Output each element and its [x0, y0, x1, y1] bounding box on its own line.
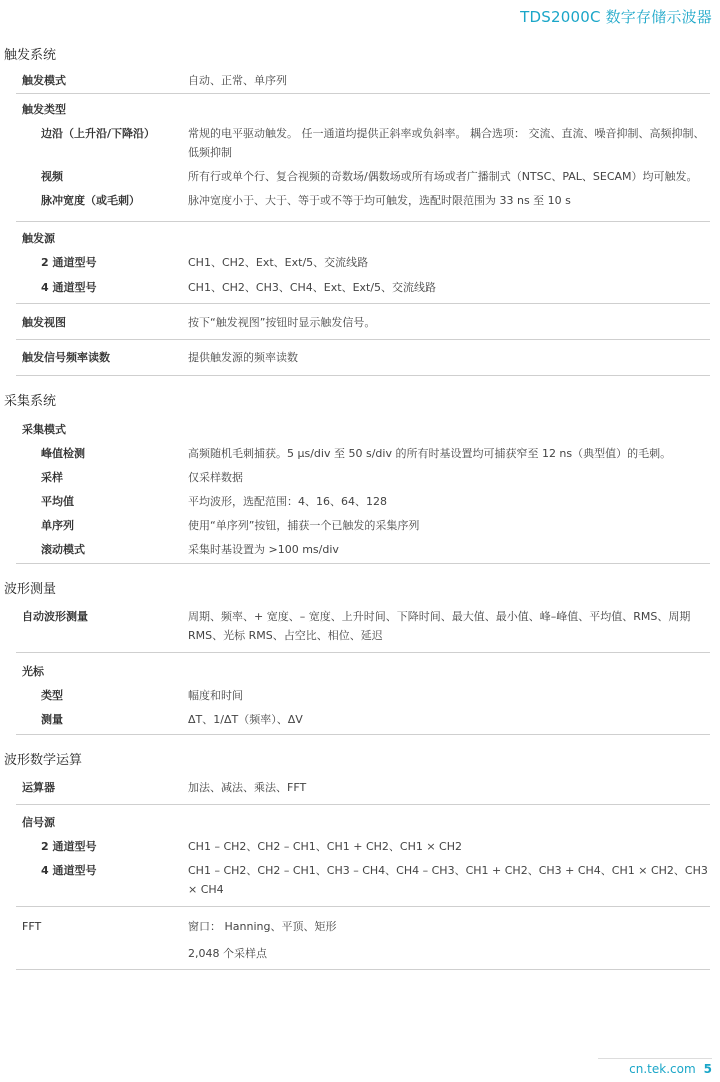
trigger-video-label: 视频 — [41, 170, 63, 183]
measure-cursor-type-row — [16, 686, 710, 705]
footer — [629, 1062, 712, 1076]
acq-peak-label: 峰值检测 — [41, 447, 85, 460]
measure-cursor-meas-row — [16, 710, 710, 729]
measure-cursor-meas-value: ΔT、1/ΔT（频率）、ΔV — [188, 713, 303, 726]
measure-auto-row — [16, 607, 710, 645]
acq-peak-value: 高频随机毛刺捕获。5 µs/div 至 50 s/div 的所有时基设置均可捕获窄至 12 ns（典型值）的毛刺。 — [188, 447, 672, 460]
trigger-pulse-value: 脉冲宽度小于、大于、等于或不等于均可触发，选配时限范围为 33 ns 至 10 s — [188, 194, 571, 207]
math-source-2ch-label: 2 通道型号 — [41, 840, 97, 853]
section-title-trigger: 触发系统 — [4, 48, 57, 63]
math-op-label: 运算器 — [22, 781, 55, 794]
acq-roll-label: 滚动模式 — [41, 543, 85, 556]
math-fft-points-value: 2,048 个采样点 — [188, 947, 267, 960]
section-title-acquisition: 采集系统 — [4, 394, 57, 409]
trigger-video-row — [16, 167, 710, 186]
section-title-measure: 波形测量 — [4, 582, 57, 597]
math-op-row — [16, 778, 710, 797]
trigger-mode-row — [16, 71, 710, 90]
math-source-4ch-value: CH1 – CH2、CH2 – CH1、CH3 – CH4、CH4 – CH3、CH1 + CH2、CH3 + CH4、CH1 × CH2、CH3 × CH4 — [188, 864, 708, 896]
trigger-source-block — [16, 222, 710, 304]
measure-cursor-block — [16, 653, 710, 735]
math-op-value: 加法、减法、乘法、FFT — [188, 781, 307, 794]
footer-site-link[interactable]: cn.tek.com — [629, 1062, 696, 1076]
trigger-edge-label: 边沿（上升沿/下降沿） — [41, 127, 156, 140]
trigger-view-label: 触发视图 — [22, 316, 66, 329]
spec-content — [0, 44, 720, 970]
measure-auto-block — [16, 602, 710, 653]
trigger-view-value: 按下“触发视图”按钮时显示触发信号。 — [188, 316, 376, 329]
acq-roll-value: 采集时基设置为 >100 ms/div — [188, 543, 339, 556]
trigger-source-label: 触发源 — [22, 232, 55, 245]
math-source-4ch-label: 4 通道型号 — [41, 864, 97, 877]
acq-sample-value: 仅采样数据 — [188, 471, 243, 484]
acq-modes-block — [16, 414, 710, 564]
acq-roll-row — [16, 540, 710, 559]
math-fft-points-row — [16, 944, 710, 963]
section-title-math: 波形数学运算 — [4, 753, 83, 768]
trigger-mode-value: 自动、正常、单序列 — [188, 74, 287, 87]
trigger-freq-label: 触发信号频率读数 — [22, 351, 110, 364]
acq-sample-row — [16, 468, 710, 487]
page-header-title: TDS2000C 数字存储示波器 — [520, 8, 712, 26]
math-source-label: 信号源 — [22, 816, 55, 829]
math-fft-label: FFT — [22, 920, 42, 933]
math-op-block — [16, 773, 710, 805]
acq-single-label: 单序列 — [41, 519, 74, 532]
trigger-edge-value: 常规的电平驱动触发。 任一通道均提供正斜率或负斜率。 耦合选项： 交流、直流、噪音抑制、高频抑制、低频抑制 — [188, 127, 705, 159]
trigger-freq-row — [16, 348, 710, 367]
trigger-type-label: 触发类型 — [22, 103, 66, 116]
acq-average-value: 平均波形，选配范围：4、16、64、128 — [188, 495, 387, 508]
trigger-freq-block — [16, 340, 710, 376]
acq-average-label: 平均值 — [41, 495, 74, 508]
math-source-2ch-value: CH1 – CH2、CH2 – CH1、CH1 + CH2、CH1 × CH2 — [188, 840, 463, 853]
trigger-freq-value: 提供触发源的频率读数 — [188, 351, 298, 364]
math-source-2ch-row — [16, 837, 710, 856]
measure-cursor-label: 光标 — [22, 665, 44, 678]
trigger-pulse-label: 脉冲宽度（或毛刺） — [41, 194, 140, 207]
math-fft-row — [16, 917, 710, 936]
trigger-mode-label: 触发模式 — [22, 74, 66, 87]
math-source-block — [16, 805, 710, 907]
math-fft-window-value: 窗口： Hanning、平顶、矩形 — [188, 920, 337, 933]
math-source-4ch-row — [16, 861, 710, 899]
acq-peak-row — [16, 444, 710, 463]
measure-auto-value: 周期、频率、+ 宽度、– 宽度、上升时间、下降时间、最大值、最小值、峰–峰值、平均值、RMS、周期 RMS、光标 RMS、占空比、相位、延迟 — [188, 610, 691, 642]
trigger-pulse-row — [16, 191, 710, 210]
acq-single-value: 使用“单序列”按钮，捕获一个已触发的采集序列 — [188, 519, 420, 532]
trigger-source-4ch-value: CH1、CH2、CH3、CH4、Ext、Ext/5、交流线路 — [188, 281, 437, 294]
acq-sample-label: 采样 — [41, 471, 63, 484]
trigger-source-2ch-label: 2 通道型号 — [41, 256, 97, 269]
measure-cursor-meas-label: 测量 — [41, 713, 63, 726]
trigger-edge-row — [16, 124, 710, 162]
trigger-view-block — [16, 304, 710, 340]
acq-single-row — [16, 516, 710, 535]
acq-average-row — [16, 492, 710, 511]
trigger-view-row — [16, 313, 710, 332]
measure-cursor-type-label: 类型 — [41, 689, 63, 702]
footer-divider — [598, 1058, 712, 1059]
trigger-source-2ch-value: CH1、CH2、Ext、Ext/5、交流线路 — [188, 256, 369, 269]
page-number: 5 — [703, 1062, 712, 1076]
acq-modes-label: 采集模式 — [22, 423, 66, 436]
trigger-source-2ch-row — [16, 253, 710, 272]
measure-cursor-type-value: 幅度和时间 — [188, 689, 243, 702]
measure-auto-label: 自动波形测量 — [22, 610, 88, 623]
trigger-source-4ch-row — [16, 278, 710, 297]
trigger-mode-block — [16, 68, 710, 94]
math-fft-block — [16, 907, 710, 970]
trigger-video-value: 所有行或单个行、复合视频的奇数场/偶数场或所有场或者广播制式（NTSC、PAL、SECAM）均可触发。 — [188, 170, 698, 183]
trigger-type-block — [16, 94, 710, 222]
trigger-source-4ch-label: 4 通道型号 — [41, 281, 97, 294]
